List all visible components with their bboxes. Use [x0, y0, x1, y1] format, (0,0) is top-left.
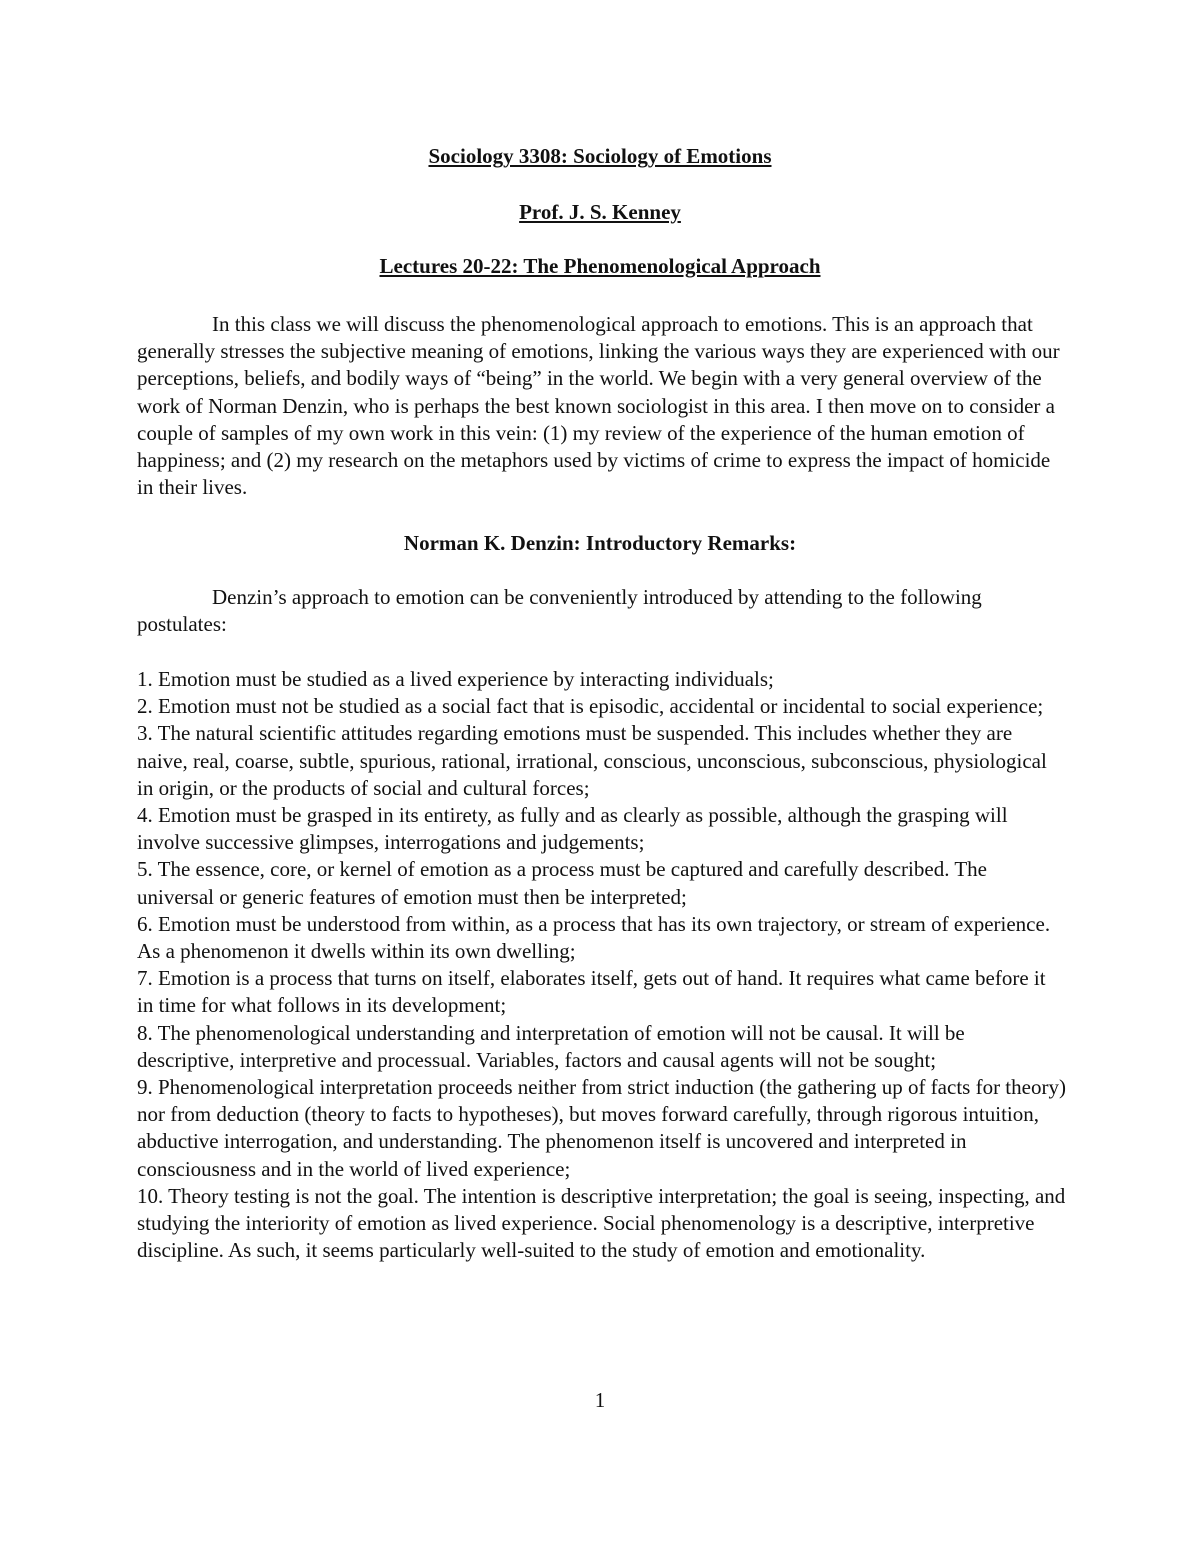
postulate-item: 7. Emotion is a process that turns on itself, elaborates itself, gets out of hand. It requires what came before it in time for what follows in its development; — [137, 966, 1046, 1018]
denzin-intro-paragraph: Denzin’s approach to emotion can be conveniently introduced by attending to the following postulates: — [137, 585, 982, 637]
page-number: 1 — [594, 1388, 606, 1412]
intro-paragraph: In this class we will discuss the phenomenological approach to emotions. This is an approach that generally stresses the subjective meaning of emotions, linking the various ways they are experienced with our perceptions, beliefs, and bodily ways of “being” in the world. We begin with a very general overview of the work of Norman Denzin, who is perhaps the best known sociologist in this area. I then move on to consider a couple of samples of my own work in this vein: (1) my review of the experience of the human emotion of happiness; and (2) my research on the metaphors used by victims of crime to express the impact of homicide in their lives. — [137, 312, 1060, 500]
course-title: Sociology 3308: Sociology of Emotions — [428, 144, 772, 168]
lecture-title: Lectures 20-22: The Phenomenological Approach — [379, 254, 821, 278]
postulate-item: 4. Emotion must be grasped in its entirety, as fully and as clearly as possible, although the grasping will involve successive glimpses, interrogations and judgements; — [137, 803, 1008, 855]
postulates-list — [137, 666, 1067, 1264]
section-heading: Norman K. Denzin: Introductory Remarks: — [403, 531, 797, 555]
postulate-item: 1. Emotion must be studied as a lived experience by interacting individuals; — [137, 667, 774, 691]
author-name: Prof. J. S. Kenney — [519, 200, 681, 224]
postulate-item: 6. Emotion must be understood from within, as a process that has its own trajectory, or stream of experience. As a phenomenon it dwells within its own dwelling; — [137, 911, 1051, 964]
postulate-item: 10. Theory testing is not the goal. The intention is descriptive interpretation; the goal is seeing, inspecting, and studying the interiority of emotion as lived experience. Social phenomenology is a descriptive, interpretive discipline. As such, it seems particularly well-suited to the study of emotion and emotionality. — [137, 1183, 1066, 1263]
postulate-item: 3. The natural scientific attitudes regarding emotions must be suspended. This includes whether they are naive, real, coarse, subtle, spurious, rational, irrational, conscious, unconscious, subconscious, physiological in origin, or the products of social and cultural forces; — [137, 721, 1047, 800]
postulate-item: 2. Emotion must not be studied as a social fact that is episodic, accidental or incidental to social experience; — [137, 694, 1044, 719]
postulate-item: 8. The phenomenological understanding and interpretation of emotion will not be causal. It will be descriptive, interpretive and processual. Variables, factors and causal agents will not be sought; — [137, 1020, 965, 1072]
postulate-item: 9. Phenomenological interpretation proceeds neither from strict induction (the gathering up of facts for theory) nor from deduction (theory to facts to hypotheses), but moves forward carefully, through rigorous intuition, abductive interrogation, and understanding. The phenomenon itself is uncovered and interpreted in consciousness and in the world of lived experience; — [137, 1075, 1066, 1181]
postulate-item: 5. The essence, core, or kernel of emotion as a process must be captured and carefully described. The universal or generic features of emotion must then be interpreted; — [137, 857, 987, 909]
